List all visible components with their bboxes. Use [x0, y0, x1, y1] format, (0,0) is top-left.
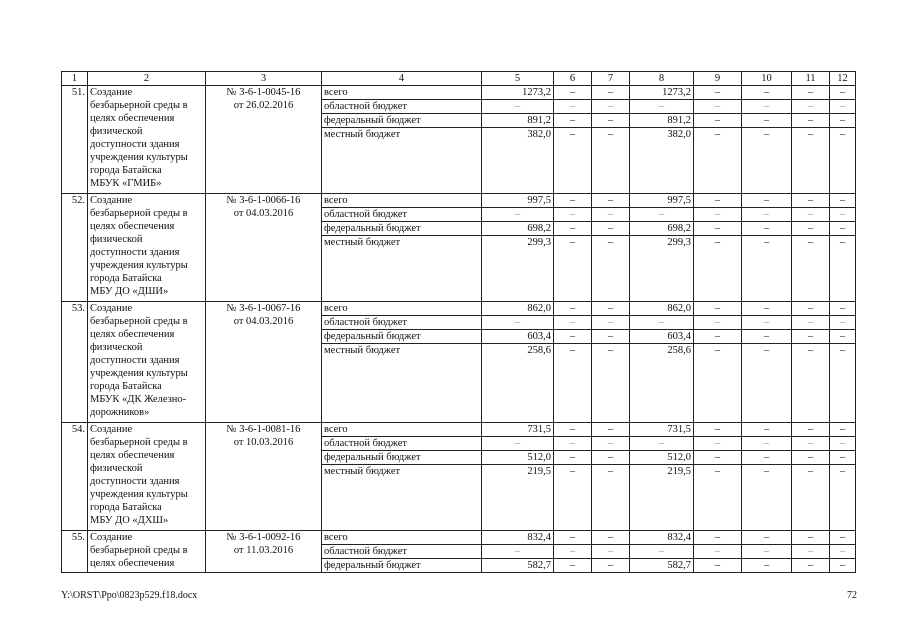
amount-cell: –	[830, 343, 856, 422]
measure-name-line: Создание	[90, 87, 133, 98]
measure-name-line: целях обеспечения	[90, 449, 175, 461]
amount-cell: –	[554, 436, 592, 450]
document-reference-line: № 3-6-1-0045-16	[226, 87, 301, 98]
column-number-cell: 10	[742, 72, 792, 86]
measure-name-cell	[88, 422, 206, 530]
amount-cell: –	[630, 207, 694, 221]
amount-cell: –	[792, 86, 830, 100]
amount-cell: –	[742, 86, 792, 100]
funding-source-label: областной бюджет	[322, 315, 482, 329]
measure-name-line: безбарьерной среды в	[90, 436, 188, 448]
amount-cell: –	[830, 436, 856, 450]
amount-cell: 603,4	[482, 329, 554, 343]
amount-cell: –	[792, 343, 830, 422]
document-reference-line: № 3-6-1-0067-16	[226, 302, 301, 314]
amount-cell: –	[830, 422, 856, 436]
amount-cell: –	[554, 450, 592, 464]
amount-cell: 698,2	[482, 221, 554, 235]
amount-cell: –	[830, 315, 856, 329]
measure-name-line: МБУК «ГМИБ»	[90, 178, 162, 189]
amount-cell: –	[742, 301, 792, 315]
amount-cell: –	[592, 193, 630, 207]
measure-name-line: Создание	[90, 302, 133, 314]
amount-cell: –	[694, 100, 742, 114]
amount-cell: –	[742, 193, 792, 207]
amount-cell: –	[830, 464, 856, 530]
amount-cell: –	[554, 343, 592, 422]
amount-cell: –	[742, 207, 792, 221]
measure-name-line: города Батайска	[90, 380, 162, 392]
amount-cell: –	[830, 221, 856, 235]
amount-cell: –	[792, 544, 830, 558]
amount-cell: –	[830, 114, 856, 128]
funding-source-label: местный бюджет	[322, 343, 482, 422]
funding-source-label: федеральный бюджет	[322, 558, 482, 572]
column-number-cell: 3	[206, 72, 322, 86]
amount-cell: –	[554, 315, 592, 329]
amount-cell: 382,0	[482, 128, 554, 194]
amount-cell: –	[742, 128, 792, 194]
amount-cell: –	[742, 558, 792, 572]
amount-cell: –	[694, 530, 742, 544]
document-reference-line: от 26.02.2016	[233, 100, 294, 111]
amount-cell: –	[694, 128, 742, 194]
amount-cell: –	[792, 558, 830, 572]
amount-cell: –	[592, 422, 630, 436]
row-number: 51.	[62, 86, 88, 194]
row-number: 53.	[62, 301, 88, 422]
amount-cell: 1273,2	[630, 86, 694, 100]
amount-cell: –	[482, 436, 554, 450]
amount-cell: –	[554, 301, 592, 315]
measure-name-line: Создание	[90, 194, 133, 206]
amount-cell: –	[592, 530, 630, 544]
amount-cell: –	[592, 544, 630, 558]
amount-cell: –	[554, 544, 592, 558]
measure-name-line: целях обеспечения	[90, 220, 175, 232]
document-reference-line: от 04.03.2016	[233, 207, 294, 219]
amount-cell: –	[554, 221, 592, 235]
measure-name-line: дорожников»	[90, 406, 150, 418]
measure-name-line: целях обеспечения	[90, 557, 175, 569]
amount-cell: 862,0	[630, 301, 694, 315]
amount-cell: –	[592, 235, 630, 301]
amount-cell: –	[592, 86, 630, 100]
amount-cell: –	[554, 207, 592, 221]
amount-cell: –	[830, 235, 856, 301]
column-number-cell: 11	[792, 72, 830, 86]
amount-cell: –	[742, 544, 792, 558]
amount-cell: –	[592, 100, 630, 114]
measure-name-line: учреждения культуры	[90, 152, 188, 163]
amount-cell: 299,3	[482, 235, 554, 301]
funding-source-label: федеральный бюджет	[322, 329, 482, 343]
amount-cell: –	[792, 100, 830, 114]
measure-name-line: города Батайска	[90, 501, 162, 513]
amount-cell: –	[694, 450, 742, 464]
document-reference-cell	[206, 530, 322, 572]
amount-cell: 258,6	[630, 343, 694, 422]
measure-name-line: целях обеспечения	[90, 113, 175, 124]
amount-cell: 891,2	[630, 114, 694, 128]
amount-cell: –	[830, 301, 856, 315]
amount-cell: –	[792, 235, 830, 301]
amount-cell: –	[482, 315, 554, 329]
measure-name-line: МБУК «ДК Железно-	[90, 393, 187, 405]
column-number-cell: 1	[62, 72, 88, 86]
amount-cell: 219,5	[482, 464, 554, 530]
amount-cell: 582,7	[630, 558, 694, 572]
funding-source-label: всего	[322, 530, 482, 544]
amount-cell: –	[630, 100, 694, 114]
measure-name-line: физической	[90, 126, 143, 137]
amount-cell: –	[742, 100, 792, 114]
amount-cell: –	[792, 450, 830, 464]
amount-cell: 731,5	[630, 422, 694, 436]
measure-name-line: учреждения культуры	[90, 367, 188, 379]
measure-name-line: целях обеспечения	[90, 328, 175, 340]
table-row	[62, 422, 856, 436]
amount-cell: –	[792, 464, 830, 530]
amount-cell: –	[694, 301, 742, 315]
measure-name-cell	[88, 86, 206, 194]
amount-cell: –	[742, 530, 792, 544]
column-number-cell: 8	[630, 72, 694, 86]
amount-cell: –	[792, 530, 830, 544]
amount-cell: –	[742, 329, 792, 343]
document-reference-cell	[206, 193, 322, 301]
amount-cell: –	[742, 235, 792, 301]
amount-cell: –	[592, 128, 630, 194]
amount-cell: –	[830, 544, 856, 558]
amount-cell: –	[554, 558, 592, 572]
measure-name-line: Создание	[90, 531, 133, 543]
amount-cell: 258,6	[482, 343, 554, 422]
amount-cell: –	[554, 128, 592, 194]
amount-cell: –	[792, 193, 830, 207]
amount-cell: 512,0	[630, 450, 694, 464]
amount-cell: –	[694, 315, 742, 329]
amount-cell: –	[742, 464, 792, 530]
measure-name-line: учреждения культуры	[90, 488, 188, 500]
row-number: 55.	[62, 530, 88, 572]
amount-cell: –	[830, 329, 856, 343]
measure-name-line: физической	[90, 341, 143, 353]
amount-cell: –	[554, 193, 592, 207]
amount-cell: –	[742, 343, 792, 422]
amount-cell: –	[694, 464, 742, 530]
column-number-cell: 9	[694, 72, 742, 86]
amount-cell: –	[792, 422, 830, 436]
amount-cell: 382,0	[630, 128, 694, 194]
funding-source-label: всего	[322, 301, 482, 315]
measure-name-line: безбарьерной среды в	[90, 315, 188, 327]
amount-cell: –	[742, 221, 792, 235]
funding-source-label: областной бюджет	[322, 207, 482, 221]
amount-cell: –	[694, 343, 742, 422]
amount-cell: –	[592, 207, 630, 221]
amount-cell: –	[830, 207, 856, 221]
funding-source-label: местный бюджет	[322, 464, 482, 530]
amount-cell: –	[742, 422, 792, 436]
amount-cell: –	[694, 544, 742, 558]
amount-cell: –	[694, 86, 742, 100]
table-body	[62, 72, 856, 573]
amount-cell: –	[694, 221, 742, 235]
amount-cell: –	[554, 422, 592, 436]
measure-name-line: безбарьерной среды в	[90, 100, 188, 111]
amount-cell: –	[592, 114, 630, 128]
measure-name-line: безбарьерной среды в	[90, 544, 188, 556]
amount-cell: –	[792, 329, 830, 343]
table-row	[62, 530, 856, 544]
amount-cell: –	[482, 207, 554, 221]
amount-cell: 832,4	[630, 530, 694, 544]
amount-cell: –	[694, 114, 742, 128]
amount-cell: –	[554, 235, 592, 301]
amount-cell: –	[694, 207, 742, 221]
document-reference-line: № 3-6-1-0092-16	[226, 531, 301, 543]
amount-cell: –	[830, 530, 856, 544]
funding-source-label: областной бюджет	[322, 544, 482, 558]
column-number-cell: 7	[592, 72, 630, 86]
measure-name-cell	[88, 530, 206, 572]
row-number: 52.	[62, 193, 88, 301]
funding-source-label: местный бюджет	[322, 128, 482, 194]
funding-source-label: всего	[322, 422, 482, 436]
amount-cell: –	[792, 114, 830, 128]
amount-cell: –	[554, 114, 592, 128]
amount-cell: –	[792, 301, 830, 315]
measure-name-line: учреждения культуры	[90, 259, 188, 271]
measure-name-line: доступности здания	[90, 354, 180, 366]
amount-cell: –	[630, 315, 694, 329]
measure-name-cell	[88, 193, 206, 301]
amount-cell: –	[742, 436, 792, 450]
amount-cell: –	[830, 558, 856, 572]
amount-cell: –	[630, 436, 694, 450]
column-number-header-row	[62, 72, 856, 86]
table-row	[62, 86, 856, 100]
funding-source-label: всего	[322, 86, 482, 100]
column-number-cell: 12	[830, 72, 856, 86]
amount-cell: –	[592, 315, 630, 329]
amount-cell: –	[630, 544, 694, 558]
amount-cell: –	[554, 464, 592, 530]
document-reference-cell	[206, 422, 322, 530]
measure-name-line: города Батайска	[90, 272, 162, 284]
amount-cell: –	[592, 301, 630, 315]
amount-cell: –	[482, 544, 554, 558]
funding-source-label: всего	[322, 193, 482, 207]
amount-cell: 1273,2	[482, 86, 554, 100]
amount-cell: 731,5	[482, 422, 554, 436]
amount-cell: –	[792, 128, 830, 194]
amount-cell: –	[830, 128, 856, 194]
column-number-cell: 2	[88, 72, 206, 86]
amount-cell: –	[742, 450, 792, 464]
amount-cell: –	[694, 193, 742, 207]
document-reference-line: от 04.03.2016	[233, 315, 294, 327]
measure-name-line: Создание	[90, 423, 133, 435]
amount-cell: –	[830, 86, 856, 100]
funding-source-label: областной бюджет	[322, 436, 482, 450]
budget-table	[61, 71, 856, 573]
amount-cell: –	[554, 530, 592, 544]
amount-cell: –	[482, 100, 554, 114]
funding-source-label: федеральный бюджет	[322, 221, 482, 235]
amount-cell: 997,5	[630, 193, 694, 207]
measure-name-line: города Батайска	[90, 165, 162, 176]
amount-cell: 891,2	[482, 114, 554, 128]
measure-name-line: доступности здания	[90, 246, 180, 258]
amount-cell: –	[742, 315, 792, 329]
amount-cell: –	[592, 329, 630, 343]
amount-cell: 997,5	[482, 193, 554, 207]
measure-name-line: доступности здания	[90, 139, 180, 150]
column-number-cell: 5	[482, 72, 554, 86]
measure-name-line: доступности здания	[90, 475, 180, 487]
amount-cell: 832,4	[482, 530, 554, 544]
amount-cell: –	[554, 86, 592, 100]
amount-cell: –	[554, 329, 592, 343]
amount-cell: –	[694, 436, 742, 450]
measure-name-line: физической	[90, 462, 143, 474]
amount-cell: –	[592, 221, 630, 235]
funding-source-label: местный бюджет	[322, 235, 482, 301]
measure-name-line: МБУ ДО «ДШИ»	[90, 285, 169, 297]
measure-name-line: физической	[90, 233, 143, 245]
amount-cell: 219,5	[630, 464, 694, 530]
funding-source-label: федеральный бюджет	[322, 114, 482, 128]
funding-source-label: областной бюджет	[322, 100, 482, 114]
amount-cell: –	[694, 235, 742, 301]
row-number: 54.	[62, 422, 88, 530]
amount-cell: 299,3	[630, 235, 694, 301]
amount-cell: –	[792, 207, 830, 221]
amount-cell: –	[592, 464, 630, 530]
footer-file-path: Y:\ORST\Ppo\0823p529.f18.docx	[61, 590, 198, 601]
amount-cell: –	[592, 436, 630, 450]
table-row	[62, 301, 856, 315]
document-reference-cell	[206, 301, 322, 422]
amount-cell: –	[742, 114, 792, 128]
amount-cell: –	[830, 100, 856, 114]
measure-name-line: безбарьерной среды в	[90, 207, 188, 219]
amount-cell: 698,2	[630, 221, 694, 235]
document-reference-line: № 3-6-1-0066-16	[226, 194, 301, 206]
amount-cell: –	[792, 221, 830, 235]
amount-cell: –	[694, 329, 742, 343]
funding-source-label: федеральный бюджет	[322, 450, 482, 464]
column-number-cell: 4	[322, 72, 482, 86]
column-number-cell: 6	[554, 72, 592, 86]
amount-cell: 582,7	[482, 558, 554, 572]
amount-cell: 512,0	[482, 450, 554, 464]
amount-cell: –	[694, 558, 742, 572]
document-reference-line: № 3-6-1-0081-16	[226, 423, 301, 435]
amount-cell: 862,0	[482, 301, 554, 315]
amount-cell: –	[792, 436, 830, 450]
document-reference-line: от 11.03.2016	[233, 544, 294, 556]
measure-name-cell	[88, 301, 206, 422]
document-reference-cell	[206, 86, 322, 194]
amount-cell: –	[592, 343, 630, 422]
amount-cell: –	[694, 422, 742, 436]
amount-cell: –	[830, 193, 856, 207]
amount-cell: –	[792, 315, 830, 329]
amount-cell: –	[554, 100, 592, 114]
amount-cell: –	[592, 450, 630, 464]
measure-name-line: МБУ ДО «ДХШ»	[90, 514, 169, 526]
amount-cell: –	[830, 450, 856, 464]
amount-cell: 603,4	[630, 329, 694, 343]
amount-cell: –	[592, 558, 630, 572]
document-reference-line: от 10.03.2016	[233, 436, 294, 448]
table-row	[62, 193, 856, 207]
footer-page-number: 72	[847, 590, 857, 601]
